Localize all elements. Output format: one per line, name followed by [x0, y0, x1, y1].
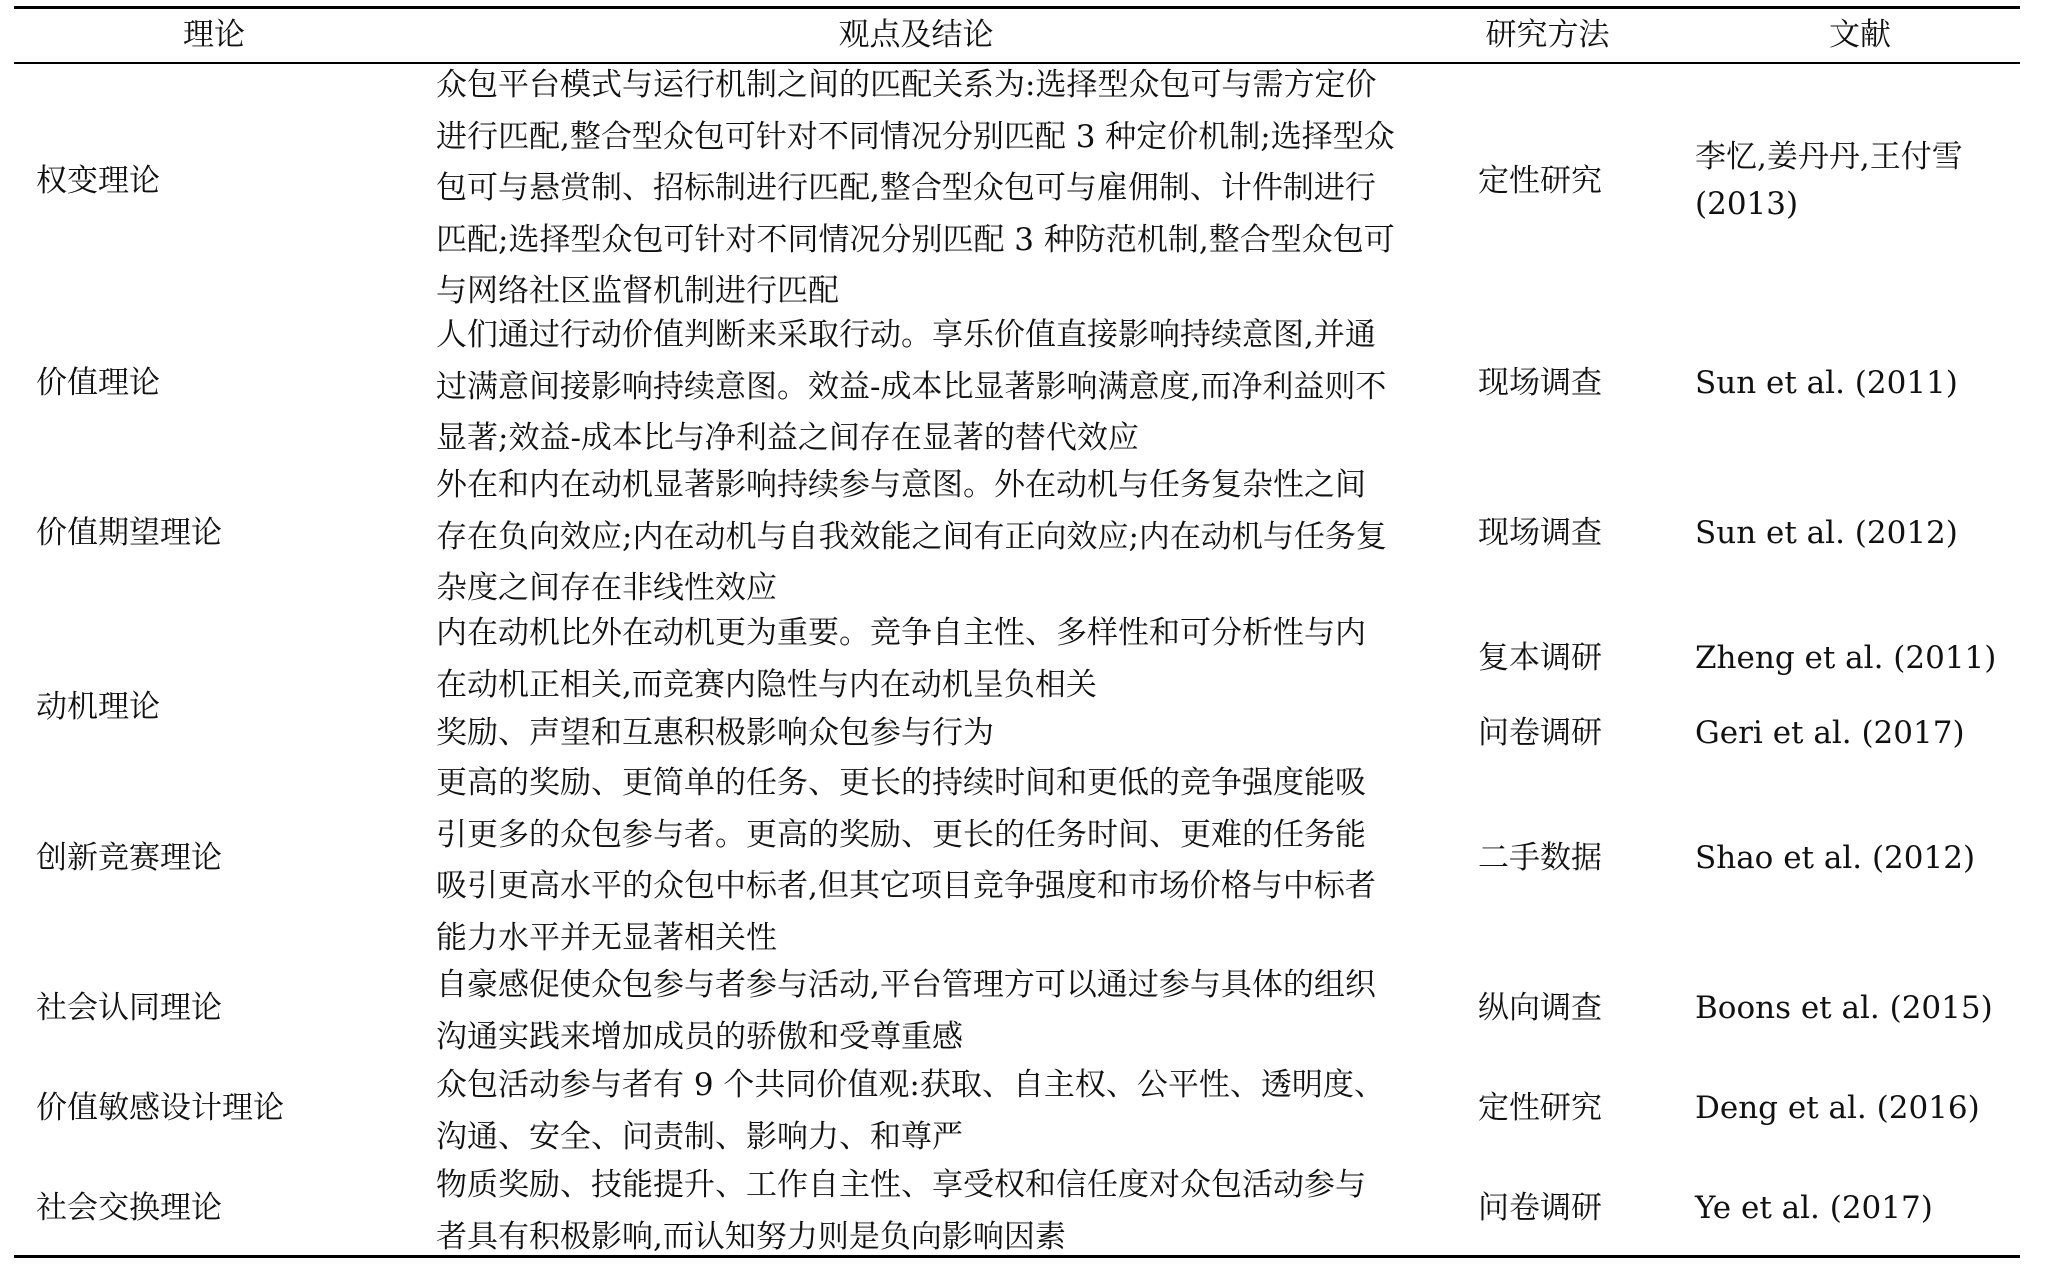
cell-reference: Zheng et al. (2011) — [1695, 640, 1997, 676]
cell-view: 自豪感促使众包参与者参与活动,平台管理方可以通过参与具体的组织沟通实践来增加成员的骄傲和受尊重感 — [436, 967, 1376, 1055]
cell-theory: 价值理论 — [36, 365, 160, 401]
cell-view: 更高的奖励、更简单的任务、更长的持续时间和更低的竞争强度能吸引更多的众包参与者。更高的奖励、更长的任务时间、更难的任务能吸引更高水平的众包中标者,但其它项目竞争强度和市场价格与中标者能力水平并无显著相关性 — [436, 765, 1376, 956]
cell-method: 二手数据 — [1478, 840, 1602, 876]
cell-theory: 权变理论 — [36, 163, 160, 199]
cell-method: 现场调查 — [1478, 365, 1602, 401]
cell-reference: Sun et al. (2012) — [1695, 515, 1958, 551]
cell-theory: 社会交换理论 — [36, 1190, 222, 1226]
cell-reference: Sun et al. (2011) — [1695, 365, 1958, 401]
cell-method: 问卷调研 — [1478, 715, 1602, 751]
header-reference: 文献 — [1829, 17, 1891, 53]
cell-method: 现场调查 — [1478, 515, 1602, 551]
cell-view: 物质奖励、技能提升、工作自主性、享受权和信任度对众包活动参与者具有积极影响,而认知努力则是负向影响因素 — [436, 1167, 1366, 1255]
header-theory: 理论 — [183, 17, 245, 53]
header-method: 研究方法 — [1485, 17, 1610, 53]
cell-reference: Shao et al. (2012) — [1695, 840, 1976, 876]
cell-view: 内在动机比外在动机更为重要。竞争自主性、多样性和可分析性与内在动机正相关,而竞赛内隐性与内在动机呈负相关 — [436, 615, 1366, 703]
cell-view: 奖励、声望和互惠积极影响众包参与行为 — [436, 715, 994, 751]
cell-method: 纵向调查 — [1478, 990, 1602, 1026]
cell-reference: Geri et al. (2017) — [1695, 715, 1965, 751]
cell-view: 人们通过行动价值判断来采取行动。享乐价值直接影响持续意图,并通过满意间接影响持续意图。效益-成本比显著影响满意度,而净利益则不显著;效益-成本比与净利益之间存在显著的替代效应 — [436, 317, 1387, 457]
cell-view: 众包活动参与者有 9 个共同价值观:获取、自主权、公平性、透明度、沟通、安全、问责制、影响力、和尊严 — [436, 1067, 1385, 1155]
cell-reference: Boons et al. (2015) — [1695, 990, 1993, 1026]
cell-method: 定性研究 — [1478, 1090, 1602, 1126]
table-top-rule — [14, 6, 2020, 9]
cell-reference: 李忆,姜丹丹,王付雪(2013) — [1695, 139, 1963, 222]
cell-method: 定性研究 — [1478, 163, 1602, 199]
cell-view: 外在和内在动机显著影响持续参与意图。外在动机与任务复杂性之间存在负向效应;内在动机与自我效能之间有正向效应;内在动机与任务复杂度之间存在非线性效应 — [436, 467, 1387, 607]
cell-reference: Deng et al. (2016) — [1695, 1090, 1980, 1126]
cell-method: 复本调研 — [1478, 640, 1602, 676]
cell-method: 问卷调研 — [1478, 1190, 1602, 1226]
cell-theory: 价值期望理论 — [36, 515, 222, 551]
cell-theory: 动机理论 — [36, 689, 160, 725]
cell-view: 众包平台模式与运行机制之间的匹配关系为:选择型众包可与需方定价进行匹配,整合型众包可针对不同情况分别匹配 3 种定价机制;选择型众包可与悬赏制、招标制进行匹配,整合型众包可与雇佣制、计件制进行匹配;选择型众包可针对不同情况分别匹配 3 种防范机制,整合型众包可与网络社区监督机制进行匹配 — [436, 67, 1395, 310]
cell-reference: Ye et al. (2017) — [1695, 1190, 1933, 1226]
header-view: 观点及结论 — [838, 17, 994, 53]
cell-theory: 社会认同理论 — [36, 990, 222, 1026]
cell-theory: 价值敏感设计理论 — [36, 1090, 284, 1126]
cell-theory: 创新竞赛理论 — [36, 840, 222, 876]
